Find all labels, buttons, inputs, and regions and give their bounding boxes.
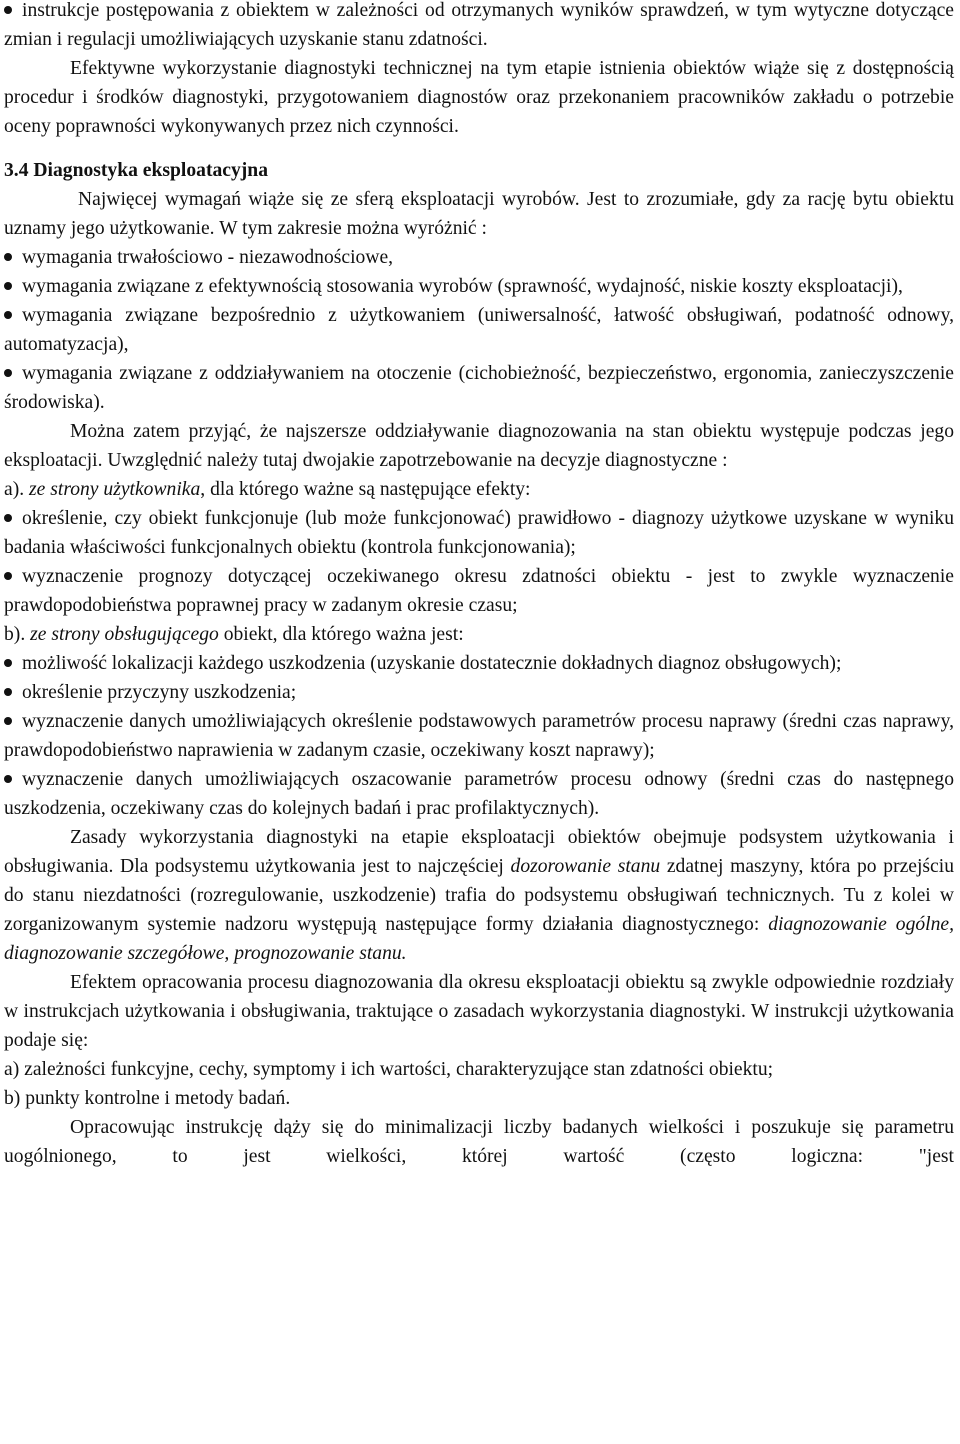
requirement-bullet-item: [4, 359, 954, 417]
bullet-icon: [4, 659, 12, 667]
bullet-icon: [4, 514, 12, 522]
requirement-text: wymagania związane z oddziaływaniem na otoczenie (cichobieżność, bezpieczeństwo, ergonomia, zanieczyszczenie środowiska).: [4, 363, 954, 413]
requirement-text: wymagania trwałościowo - niezawodnościowe,: [22, 247, 394, 268]
bullet-icon: [4, 572, 12, 580]
bullet-icon: [4, 369, 12, 377]
requirement-text: wymagania związane bezpośrednio z użytkowaniem (uniwersalność, łatwość obsługiwań, podatność odnowy, automatyzacja),: [4, 305, 954, 355]
user-effect-bullet-item: [4, 562, 954, 620]
user-effect-bullet-item: [4, 504, 954, 562]
italic-term: diagnozowanie ogólne, diagnozowanie szczegółowe, prognozowanie stanu.: [4, 914, 955, 964]
bullet-icon: [4, 282, 12, 290]
bullet-icon: [4, 6, 12, 14]
bullet-icon: [4, 688, 12, 696]
list-text: obiekt, dla którego ważna jest:: [218, 624, 464, 645]
effect-text: wyznaczenie prognozy dotyczącej oczekiwanego okresu zdatności obiektu - jest to zwykle wyznaczenie prawdopodobieństwa poprawnej pracy w zadanym okresie czasu;: [4, 566, 954, 616]
service-text: wyznaczenie danych umożliwiających określenie podstawowych parametrów procesu naprawy (średni czas naprawy, prawdopodobieństwo naprawienia w zadanym czasie, oczekiwany koszt naprawy);: [4, 711, 954, 761]
paragraph-text: Zasady wykorzystania diagnostyki na etapie eksploatacji obiektów obejmuje podsystem użytkowania i obsługiwania. Dla podsystemu użytkowania jest to najczęściej: [4, 827, 954, 877]
italic-term: ze strony użytkownika: [29, 479, 201, 500]
bullet-icon: [4, 253, 12, 261]
section-heading: 3.4 Diagnostyka eksploatacyjna: [4, 160, 268, 181]
requirement-bullet-item: [4, 243, 954, 272]
list-item-b-intro: [4, 620, 954, 649]
paragraph-2: Najwięcej wymagań wiąże się ze sferą eksploatacji wyrobów. Jest to zrozumiałe, gdy za rację bytu obiektu uznamy jego użytkowanie. W tym zakresie można wyróżnić :: [4, 189, 954, 239]
service-bullet-item: [4, 678, 954, 707]
service-bullet-item: [4, 649, 954, 678]
bullet-icon: [4, 311, 12, 319]
requirement-bullet-item: [4, 301, 954, 359]
requirement-text: wymagania związane z efektywnością stosowania wyrobów (sprawność, wydajność, niskie koszty eksploatacji),: [22, 276, 903, 297]
list-prefix: b).: [4, 624, 31, 645]
service-bullet-item: [4, 707, 954, 765]
list-text: , dla którego ważne są następujące efekty:: [200, 479, 531, 500]
instruction-list-item-a: a) zależności funkcyjne, cechy, symptomy i ich wartości, charakteryzujące stan zdatności obiektu;: [4, 1059, 774, 1080]
paragraph-4: [4, 823, 954, 968]
bullet-icon: [4, 717, 12, 725]
intro-bullet-text: instrukcje postępowania z obiektem w zależności od otrzymanych wyników sprawdzeń, w tym wytyczne dotyczące zmian i regulacji umożliwiających uzyskanie stanu zdatności.: [4, 0, 954, 50]
service-text: określenie przyczyny uszkodzenia;: [22, 682, 297, 703]
effect-text: określenie, czy obiekt funkcjonuje (lub może funkcjonować) prawidłowo - diagnozy użytkowe uzyskane w wyniku badania właściwości funkcjonalnych obiektu (kontrola funkcjonowania);: [4, 508, 954, 558]
list-item-a-intro: [4, 475, 954, 504]
service-text: możliwość lokalizacji każdego uszkodzenia (uzyskanie dostatecznie dokładnych diagnoz obsługowych);: [22, 653, 842, 674]
instruction-list-item-b: b) punkty kontrolne i metody badań.: [4, 1088, 291, 1109]
list-prefix: a).: [4, 479, 30, 500]
service-text: wyznaczenie danych umożliwiających oszacowanie parametrów procesu odnowy (średni czas do następnego uszkodzenia, oczekiwany czas do kolejnych badań i prac profilaktycznych).: [4, 769, 954, 819]
paragraph-3: Można zatem przyjąć, że najszersze oddziaływanie diagnozowania na stan obiektu występuje podczas jego eksploatacji. Uwzględnić należy tutaj dwojakie zapotrzebowanie na decyzje diagnostyczne :: [4, 421, 954, 471]
bullet-icon: [4, 775, 12, 783]
paragraph-6: Opracowując instrukcję dąży się do minimalizacji liczby badanych wielkości i poszukuje się parametru uogólnionego, to jest wielkości, której wartość (często logiczna: "jest: [4, 1117, 954, 1167]
requirement-bullet-item: [4, 272, 954, 301]
intro-bullet-item: [4, 0, 954, 54]
document-page: [4, 0, 954, 1171]
paragraph-1: Efektywne wykorzystanie diagnostyki technicznej na tym etapie istnienia obiektów wiąże się z dostępnością procedur i środków diagnostyki, przygotowaniem diagnostów oraz przekonaniem pracowników zakładu o potrzebie oceny poprawności wykonywanych przez nich czynności.: [4, 58, 954, 137]
italic-term: ze strony obsługującego: [30, 624, 219, 645]
service-bullet-item: [4, 765, 954, 823]
paragraph-text: zdatnej maszyny, która po przejściu do stanu niezdatności (rozregulowanie, uszkodzenie) trafia do podsystemu obsługiwań technicznych. Tu z kolei w zorganizowanym systemie nadzoru występują następujące formy działania diagnostycznego:: [4, 856, 954, 935]
italic-term: dozorowanie stanu: [510, 856, 661, 877]
paragraph-5: Efektem opracowania procesu diagnozowania dla okresu eksploatacji obiektu są zwykle odpowiednie rozdziały w instrukcjach użytkowania i obsługiwania, traktujące o zasadach wykorzystania diagnostyki. W instrukcji użytkowania podaje się:: [4, 972, 954, 1051]
